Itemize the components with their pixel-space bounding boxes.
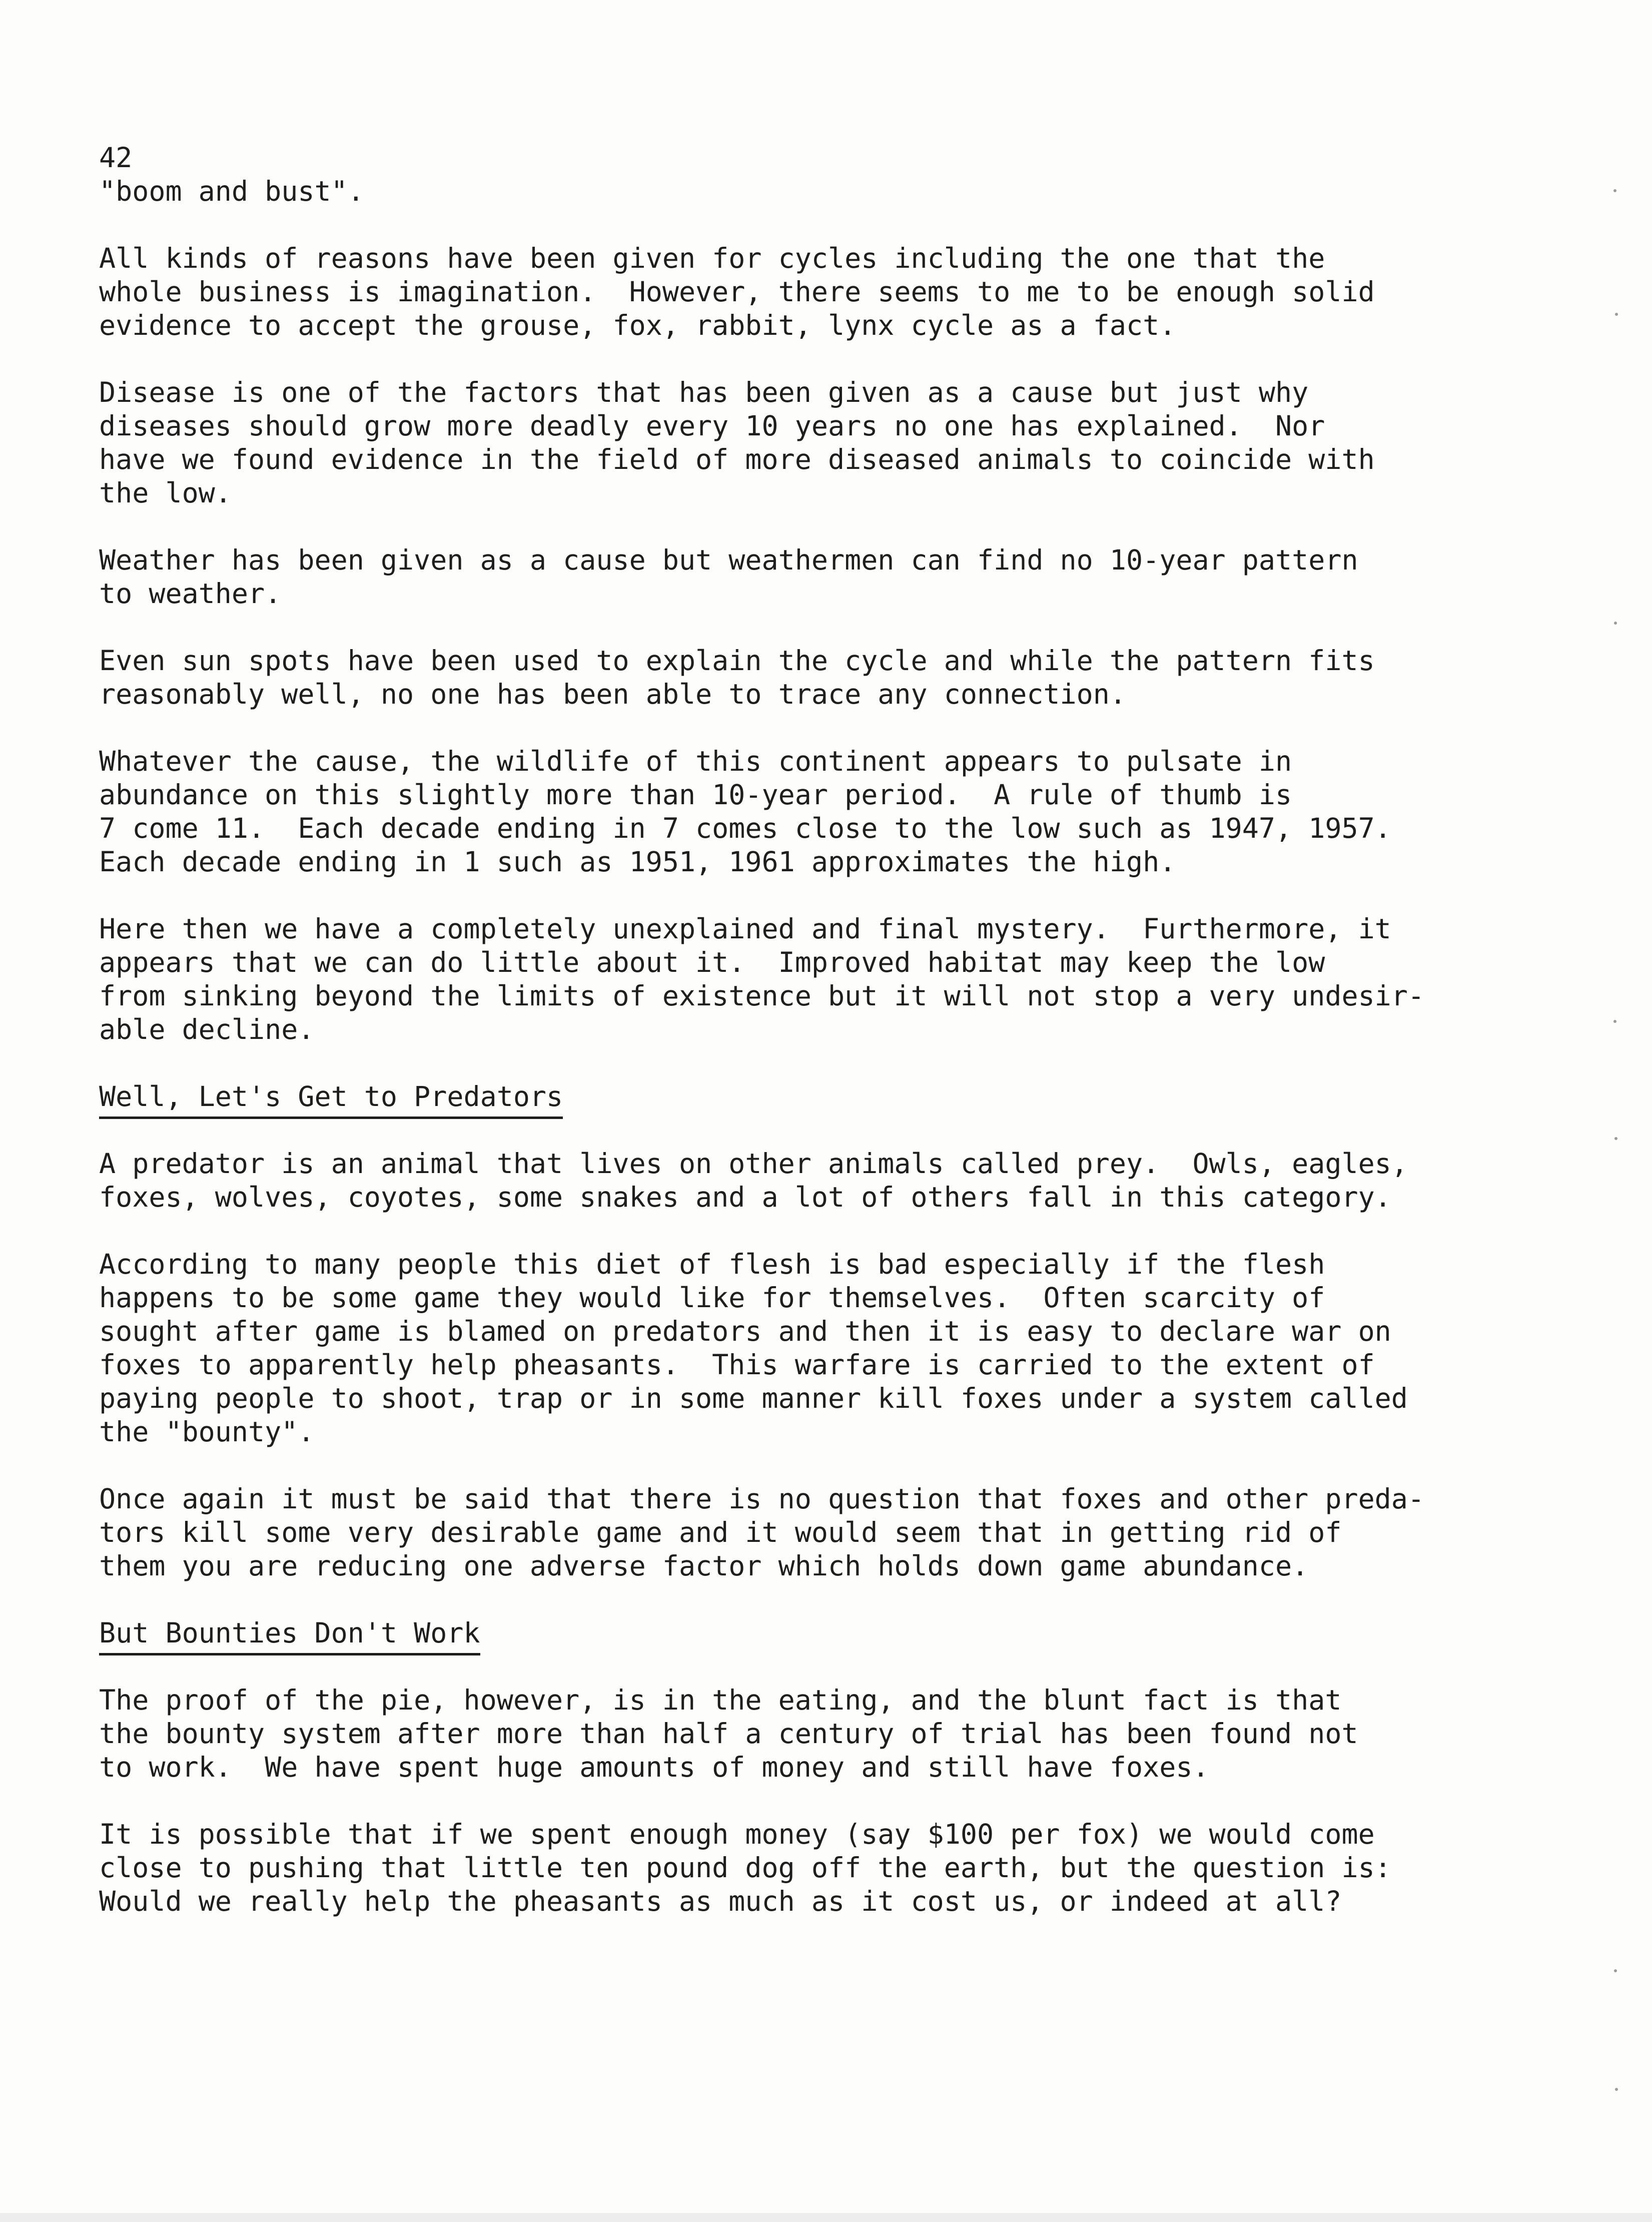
paragraph-gap [99,1784,1480,1818]
text-line: Disease is one of the factors that has been given as a cause but just why [99,376,1309,408]
text-line: Each decade ending in 1 such as 1951, 1961 approximates the high. [99,846,1176,878]
text-line: It is possible that if we spent enough money (say $100 per fox) we would come [99,1818,1375,1850]
text-line: the bounty system after more than half a century of trial has been found not [99,1718,1358,1750]
scan-speck [1615,2088,1618,2091]
paragraph-gap [99,1046,1480,1080]
text-line: evidence to accept the grouse, fox, rabbit, lynx cycle as a fact. [99,309,1176,341]
text-line: The proof of the pie, however, is in the eating, and the blunt fact is that [99,1684,1342,1716]
text-line: Would we really help the pheasants as much as it cost us, or indeed at all? [99,1885,1342,1917]
text-line: sought after game is blamed on predators and then it is easy to declare war on [99,1315,1391,1347]
text-line: close to pushing that little ten pound dog off the earth, but the question is: [99,1852,1391,1884]
text-line: Weather has been given as a cause but weathermen can find no 10-year pattern [99,544,1358,576]
text-line: tors kill some very desirable game and it would seem that in getting rid of [99,1516,1342,1548]
text-line: to weather. [99,578,282,610]
scan-edge [0,2213,1652,2222]
text-line: A predator is an animal that lives on other animals called prey. Owls, eagles, [99,1148,1408,1180]
text-line: Whatever the cause, the wildlife of this continent appears to pulsate in [99,745,1292,777]
paragraph-gap [99,510,1480,543]
paragraph-gap [99,1214,1480,1248]
text-line: Here then we have a completely unexplained and final mystery. Furthermore, it [99,913,1391,945]
scan-speck [1614,622,1617,625]
text-line: Once again it must be said that there is no question that foxes and other preda- [99,1483,1425,1515]
text-line: According to many people this diet of flesh is bad especially if the flesh [99,1248,1325,1280]
section-heading-bounties [99,1616,1480,1650]
text-line: Even sun spots have been used to explain the cycle and while the pattern fits [99,645,1375,677]
text-line: paying people to shoot, trap or in some manner kill foxes under a system called [99,1382,1408,1414]
text-line: abundance on this slightly more than 10-year period. A rule of thumb is [99,779,1292,811]
page-number: 42 [99,142,133,174]
paragraph-gap [99,342,1480,376]
text-line: to work. We have spent huge amounts of money and still have foxes. [99,1751,1209,1783]
text-line: diseases should grow more deadly every 10 years no one has explained. Nor [99,410,1325,442]
section-heading-text: Well, Let's Get to Predators [99,1080,563,1119]
text-line: from sinking beyond the limits of existence but it will not stop a very undesir- [99,980,1425,1012]
text-line: the "bounty". [99,1416,315,1448]
text-line: the low. [99,477,232,509]
paragraph-gap [99,879,1480,912]
paragraph-gap [99,208,1480,242]
text-line: foxes to apparently help pheasants. This warfare is carried to the extent of [99,1349,1375,1381]
text-line: have we found evidence in the field of more diseased animals to coincide with [99,443,1375,475]
scan-speck [1613,189,1616,192]
section-heading-text: But Bounties Don't Work [99,1616,480,1655]
text-line: 7 come 11. Each decade ending in 7 comes close to the low such as 1947, 1957. [99,812,1391,844]
paragraph-gap [99,711,1480,745]
page-text [99,141,1480,1918]
text-line: happens to be some game they would like for themselves. Often scarcity of [99,1282,1325,1314]
text-line: able decline. [99,1013,315,1045]
scan-speck [1613,1020,1616,1023]
paragraph-gap [99,611,1480,644]
text-line: reasonably well, no one has been able to trace any connection. [99,678,1126,710]
text-line: appears that we can do little about it. Improved habitat may keep the low [99,946,1325,978]
text-line: them you are reducing one adverse factor which holds down game abundance. [99,1550,1309,1582]
scan-speck [1614,1969,1617,1972]
scan-speck [1615,313,1618,316]
text-line: "boom and bust". [99,175,364,207]
text-line: whole business is imagination. However, there seems to me to be enough solid [99,276,1375,308]
paragraph-gap [99,1583,1480,1616]
paragraph-gap [99,1449,1480,1482]
text-line: All kinds of reasons have been given for cycles including the one that the [99,242,1325,274]
scan-speck [1614,1137,1617,1140]
text-line: foxes, wolves, coyotes, some snakes and a lot of others fall in this category. [99,1181,1391,1213]
section-heading-predators [99,1080,1480,1114]
